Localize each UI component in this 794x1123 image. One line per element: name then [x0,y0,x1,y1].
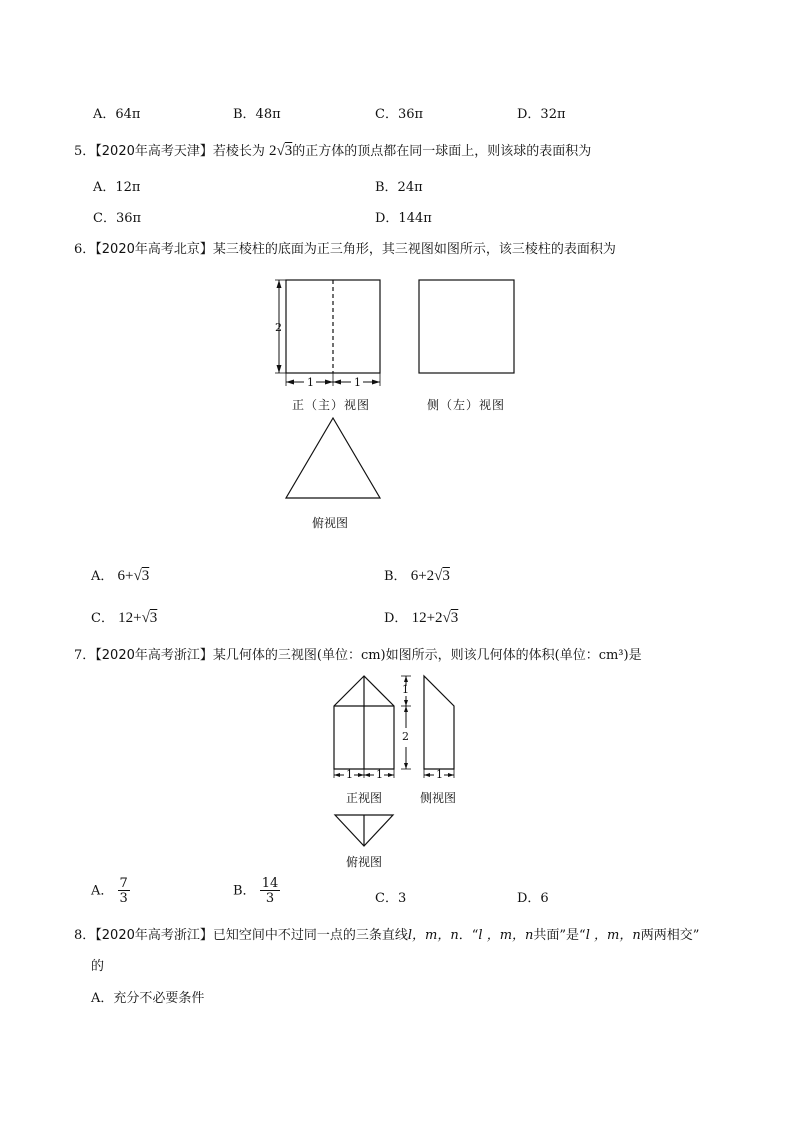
q8-quote2-text: 两两相交” [640,928,700,943]
q8-quote2-vars: l ，m，n [585,928,641,943]
fraction-denominator: 3 [265,891,275,906]
q7-side-width: 1 [436,768,443,781]
q6-option-coef: 2 [435,610,443,626]
q7-arrow [358,773,364,777]
q5-text-after: 的正方体的顶点都在同一球面上，则该球的表面积为 [292,144,592,159]
q5-coef: 2 [269,143,277,159]
q6-option-int: 6 [410,568,419,584]
q7-option-a [91,877,130,905]
q8-option-a: A．充分不必要条件 [91,991,205,1006]
q7-front-caption: 正视图 [346,791,383,805]
q6-side-caption: 侧（左）视图 [427,398,506,412]
q6-option-letter: C． [91,611,114,626]
q6-width-label-left: 1 [307,376,314,389]
q8-quote1-text: 共面”是“ [533,928,586,943]
fraction-denominator: 3 [119,891,128,906]
q7-arrow [424,773,430,777]
q8-vars: l，m，n [407,928,459,943]
q8-stem [74,924,699,943]
q4-option-a: A．64π [93,107,141,122]
q6-source: 【2020年高考北京】 [95,242,213,257]
q7-arrow [404,700,408,706]
sqrt-symbol: √ [442,610,451,626]
q6-option-op: + [426,610,436,626]
fraction-numerator: 14 [261,876,279,891]
q7-width-left: 1 [346,768,353,781]
q6-option-op: + [418,568,427,584]
q6-option-int: 12 [411,610,427,626]
q7-arrow [334,773,340,777]
sqrt-symbol: √ [434,568,443,584]
q6-height-label: 2 [275,321,282,334]
q5-option-d: D．144π [375,211,432,226]
q8-text2: ．“ [458,928,479,943]
q7-top-dim: 1 [402,683,409,696]
q7-arrow [448,773,454,777]
q6-number: 6． [74,242,96,257]
q7-source: 【2020年高考浙江】 [95,648,213,663]
q5-number: 5． [74,144,96,159]
q7-height-label: 2 [402,730,409,743]
q7-option-c: C．3 [375,891,407,906]
q6-option-int: 12 [118,610,134,626]
q6-option-radicand: 3 [149,610,158,626]
q7-option-b [233,877,280,905]
q7-arrow [404,706,408,712]
q6-option-radicand: 3 [141,568,150,584]
q7-number: 7． [74,648,96,663]
q7-arrow [388,773,394,777]
q7-width-right: 1 [376,768,383,781]
q6-option-letter: D． [384,611,408,626]
q6-front-caption: 正（主）视图 [292,398,371,412]
q5-option-b: B．24π [375,180,423,195]
q7-arrow [404,763,408,769]
sqrt-symbol: √ [276,143,285,159]
q7-option-a-fraction [118,877,130,905]
q4-option-c: C．36π [375,107,424,122]
q7-text: 某几何体的三视图(单位：cm)如图所示，则该几何体的体积(单位：cm³)是 [212,648,642,663]
q7-option-d: D．6 [517,891,549,906]
q6-option-op: + [125,568,134,584]
fraction-numerator: 7 [119,876,128,891]
q6-option-radicand: 3 [442,568,450,584]
q4-option-d: D．32π [517,107,566,122]
q4-option-b: B．48π [233,107,281,122]
q6-width-label-right: 1 [354,376,361,389]
q8-source: 【2020年高考浙江】 [95,928,213,943]
q5-text-before: 若棱长为 [212,144,265,159]
q5-source: 【2020年高考天津】 [95,144,213,159]
q7-option-letter: B． [233,883,256,899]
q5-option-c: C．36π [93,211,142,226]
q6-option-op: + [133,610,142,626]
q8-number: 8． [74,928,96,943]
q6-option-coef: 2 [426,568,435,584]
q7-arrow [364,773,370,777]
q6-option-int: 6 [117,568,126,584]
q7-side-caption: 侧视图 [420,791,457,805]
q6-option-letter: A． [91,569,114,584]
q8-text1: 已知空间中不过同一点的三条直线 [212,928,408,943]
q8-quote1-vars: l ，m，n [478,928,534,943]
q7-option-b-fraction [260,877,281,905]
q7-option-letter: A． [91,883,114,899]
q6-top-caption: 俯视图 [312,516,349,530]
q5-option-a: A．12π [93,180,141,195]
q7-side-view-outline [424,676,454,769]
q5-radicand: 3 [284,143,293,159]
sqrt-symbol: √ [141,610,150,626]
q7-top-caption: 俯视图 [346,855,383,869]
q6-option-letter: B． [384,569,407,584]
q6-option-radicand: 3 [450,610,459,626]
q7-arrow [404,676,408,682]
sqrt-symbol: √ [133,568,142,584]
q8-stem-line2: 的 [91,959,105,974]
q6-text: 某三棱柱的底面为正三角形，其三视图如图所示，该三棱柱的表面积为 [212,242,616,257]
